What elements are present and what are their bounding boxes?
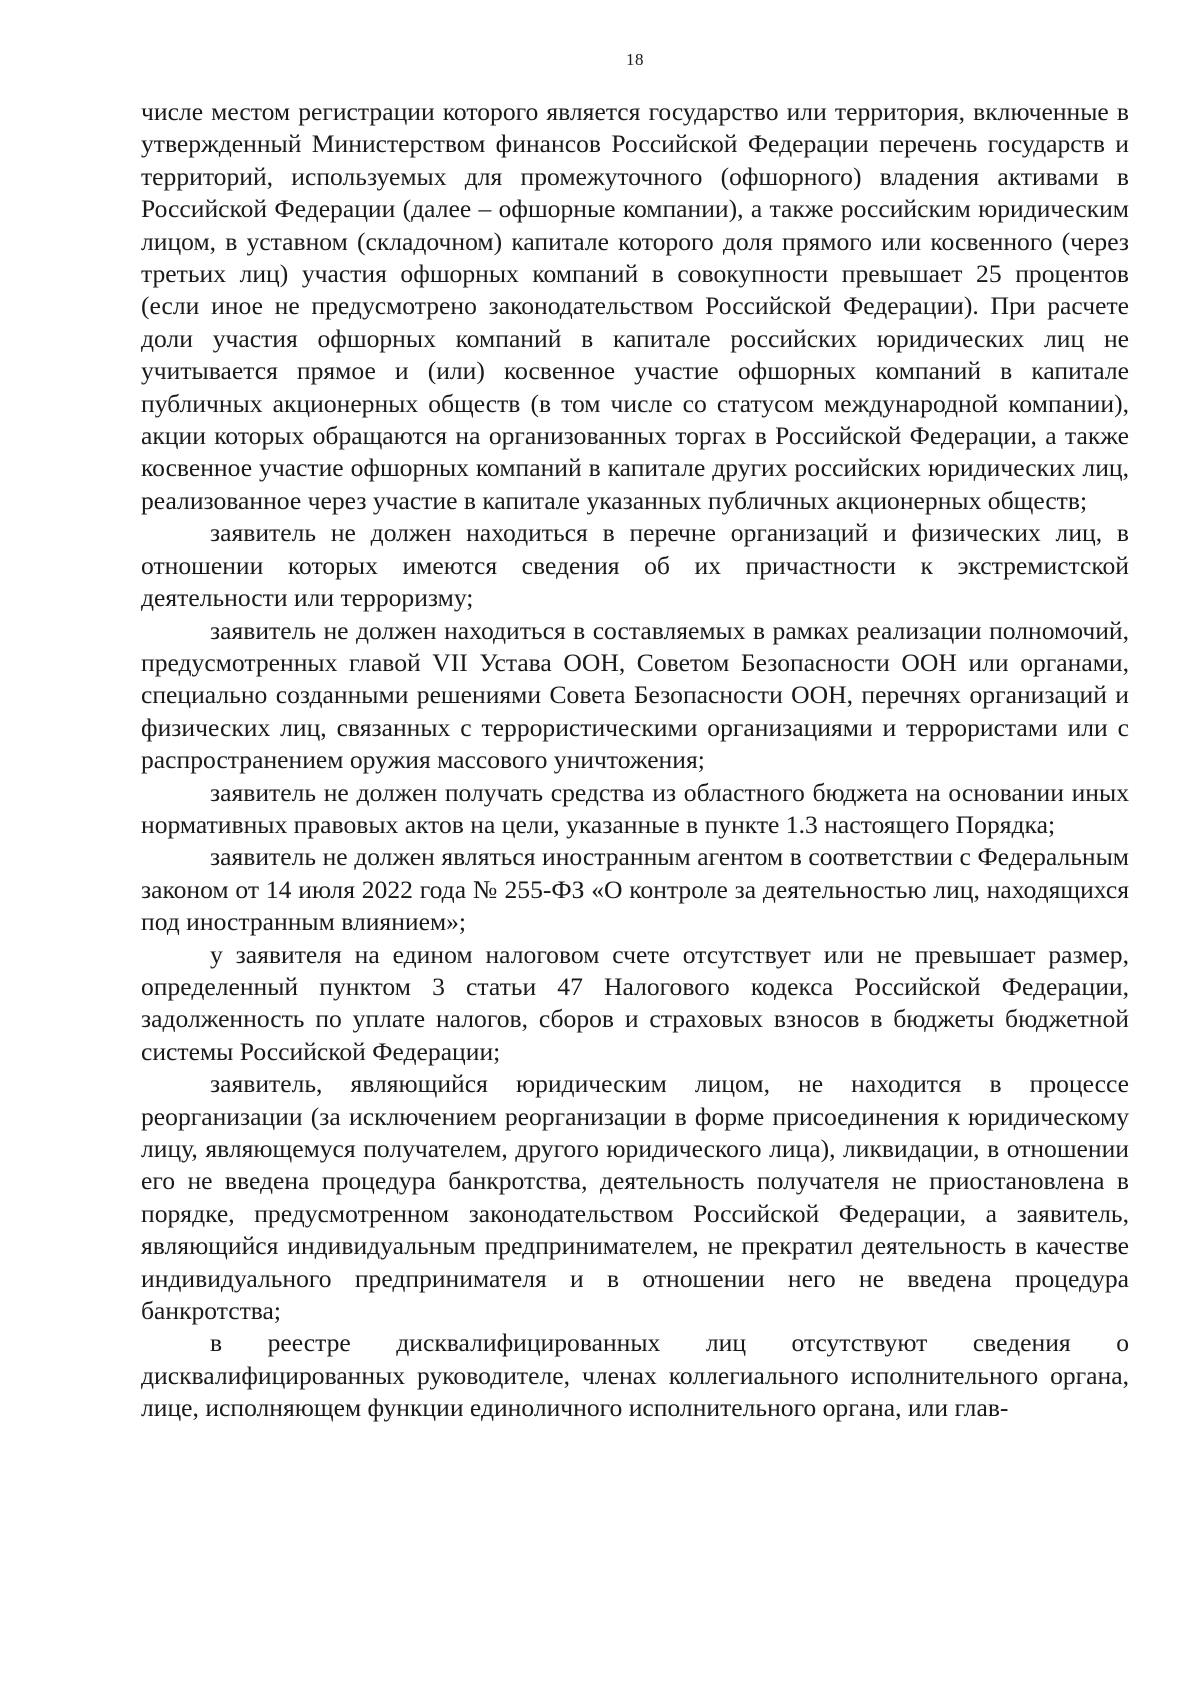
paragraph-extremism-list: заявитель не должен находиться в перечне организаций и физических лиц, в отношении которых имеются сведения об их причастности к экстремистской деятельности или терроризму;	[141, 518, 1129, 613]
paragraph-tax-debt: у заявителя на едином налоговом счете отсутствует или не превышает размер, определенный пунктом 3 статьи 47 Налогового кодекса Российской Федерации, задолженность по уплате налогов, сборов и страховых взносов в бюджеты бюджетной системы Российской Федерации;	[141, 939, 1129, 1066]
paragraph-regional-budget-funds: заявитель не должен получать средства из областного бюджета на основании иных нормативных правовых актов на цели, указанные в пункте 1.3 настоящего Порядка;	[141, 777, 1129, 839]
document-body	[141, 96, 1129, 1425]
paragraph-foreign-agent: заявитель не должен являться иностранным агентом в соответствии с Федеральным законом от 14 июля 2022 года № 255-ФЗ «О контроле за деятельностью лиц, находящихся под иностранным влиянием»;	[141, 842, 1129, 937]
page-number: 18	[626, 50, 644, 69]
paragraph-disqualified-persons: в реестре дисквалифицированных лиц отсутствуют сведения о дисквалифицированных руководителе, членах коллегиального исполнительного органа, лице, исполняющем функции единоличного исполнительного органа, или глав-	[141, 1328, 1129, 1423]
paragraph-un-sanctions-list: заявитель не должен находиться в составляемых в рамках реализации полномочий, предусмотренных главой VII Устава ООН, Советом Безопасности ООН или органами, специально созданными решениями Совета Безопасности ООН, перечнях организаций и физических лиц, связанных с террористическими организациями и террористами или с распространением оружия массового уничтожения;	[141, 615, 1129, 775]
paragraph-reorganization-bankruptcy: заявитель, являющийся юридическим лицом, не находится в процессе реорганизации (за исключением реорганизации в форме присоединения к юридическому лицу, являющемуся получателем, другого юридического лица), ликвидации, в отношении его не введена процедура банкротства, деятельность получателя не приостановлена в порядке, предусмотренном законодательством Российской Федерации, а заявитель, являющийся индивидуальным предпринимателем, не прекратил деятельность в качестве индивидуального предпринимателя и в отношении него не введена процедура банкротства;	[141, 1069, 1129, 1326]
paragraph-offshore-companies: числе местом регистрации которого является государство или территория, включенные в утвержденный Министерством финансов Российской Федерации перечень государств и территорий, используемых для промежуточного (офшорного) владения активами в Российской Федерации (далее – офшорные компании), а также российским юридическим лицом, в уставном (складочном) капитале которого доля прямого или косвенного (через третьих лиц) участия офшорных компаний в совокупности превышает 25 процентов (если иное не предусмотрено законодательством Российской Федерации). При расчете доли участия офшорных компаний в капитале российских юридических лиц не учитывается прямое и (или) косвенное участие офшорных компаний в капитале публичных акционерных обществ (в том числе со статусом международной компании), акции которых обращаются на организованных торгах в Российской Федерации, а также косвенное участие офшорных компаний в капитале других российских юридических лиц, реализованное через участие в капитале указанных публичных акционерных обществ;	[141, 97, 1129, 515]
